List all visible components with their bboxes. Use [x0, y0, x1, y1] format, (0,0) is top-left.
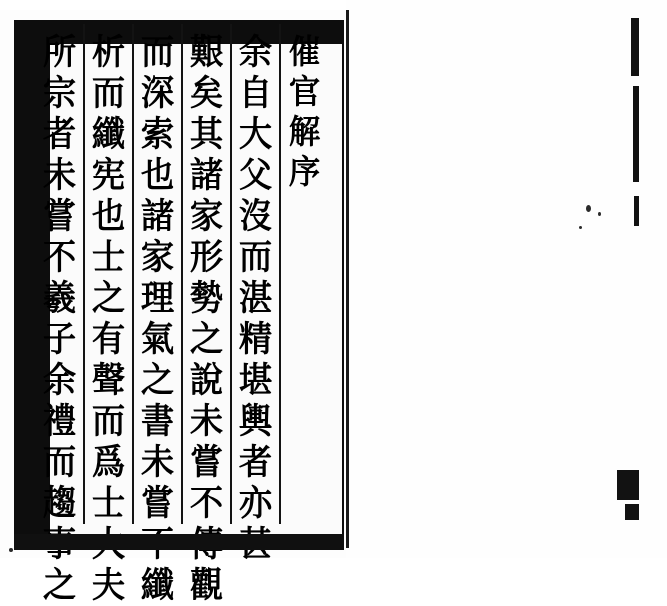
glyph: 催	[288, 32, 321, 71]
glyph: 禮	[43, 401, 77, 442]
glyph: 纖	[140, 565, 175, 606]
glyph: 未	[140, 442, 175, 483]
glyph: 子	[43, 319, 77, 360]
edge-mark	[633, 86, 639, 182]
scan-speck	[579, 226, 582, 229]
column-body-3	[134, 24, 181, 606]
glyph: 爲	[91, 442, 126, 483]
edge-mark	[631, 18, 639, 76]
glyph: 沒	[238, 196, 273, 237]
glyph: 趨	[43, 483, 77, 524]
glyph: 理	[140, 278, 175, 319]
glyph: 而	[91, 73, 126, 114]
glyph: 余	[43, 360, 77, 401]
glyph: 有	[91, 319, 126, 360]
glyph: 宗	[43, 73, 77, 114]
glyph: 家	[189, 196, 224, 237]
glyph: 湛	[238, 278, 273, 319]
column-body-4	[85, 24, 132, 606]
glyph: 嘗	[140, 483, 175, 524]
glyph: 而	[238, 237, 273, 278]
glyph: 析	[91, 32, 126, 73]
block-bottom-band	[14, 534, 344, 550]
glyph: 之	[43, 565, 77, 606]
glyph: 而	[91, 401, 126, 442]
column-body-1	[232, 24, 279, 524]
glyph: 嘗	[43, 196, 77, 237]
edge-mark	[617, 470, 639, 500]
glyph: 家	[140, 237, 175, 278]
glyph: 序	[288, 152, 321, 191]
glyph: 不	[43, 237, 77, 278]
glyph: 所	[43, 32, 77, 73]
glyph: 解	[288, 112, 321, 151]
text-columns	[36, 24, 328, 606]
column-body-2	[183, 24, 230, 606]
glyph: 者	[238, 442, 273, 483]
glyph: 諸	[189, 155, 224, 196]
glyph: 不	[189, 483, 224, 524]
glyph: 父	[238, 155, 273, 196]
glyph: 精	[238, 319, 273, 360]
glyph: 諸	[140, 196, 175, 237]
glyph: 其	[189, 114, 224, 155]
glyph: 輿	[238, 401, 273, 442]
glyph: 說	[189, 360, 224, 401]
page-gutter-line	[346, 10, 349, 548]
glyph: 索	[140, 114, 175, 155]
scan-speck	[598, 212, 601, 216]
glyph: 勢	[189, 278, 224, 319]
glyph: 者	[43, 114, 77, 155]
glyph: 羲	[43, 278, 77, 319]
glyph: 官	[288, 72, 321, 111]
glyph: 堪	[238, 360, 273, 401]
glyph: 觀	[189, 565, 224, 606]
glyph: 之	[189, 319, 224, 360]
glyph: 氣	[140, 319, 175, 360]
column-title	[281, 24, 328, 524]
glyph: 之	[140, 360, 175, 401]
edge-mark	[625, 504, 639, 520]
glyph: 之	[91, 278, 126, 319]
glyph: 纖	[91, 114, 126, 155]
glyph: 形	[189, 237, 224, 278]
glyph: 余	[238, 32, 273, 73]
glyph: 亦	[238, 483, 273, 524]
glyph: 宪	[91, 155, 126, 196]
glyph: 大	[238, 114, 273, 155]
glyph: 未	[189, 401, 224, 442]
edge-mark	[634, 196, 639, 226]
scan-speck	[586, 205, 591, 212]
glyph: 聲	[91, 360, 126, 401]
column-body-5	[36, 24, 83, 606]
glyph: 而	[43, 442, 77, 483]
glyph: 士	[91, 237, 126, 278]
glyph: 艱	[189, 32, 224, 73]
glyph: 未	[43, 155, 77, 196]
glyph: 而	[140, 32, 175, 73]
glyph: 也	[91, 196, 126, 237]
glyph: 矣	[189, 73, 224, 114]
glyph: 嘗	[189, 442, 224, 483]
scan-speck	[9, 548, 13, 552]
glyph: 自	[238, 73, 273, 114]
facing-blank-page	[346, 0, 667, 558]
glyph: 士	[91, 483, 126, 524]
glyph: 深	[140, 73, 175, 114]
glyph: 夫	[91, 565, 126, 606]
glyph: 書	[140, 401, 175, 442]
glyph: 也	[140, 155, 175, 196]
